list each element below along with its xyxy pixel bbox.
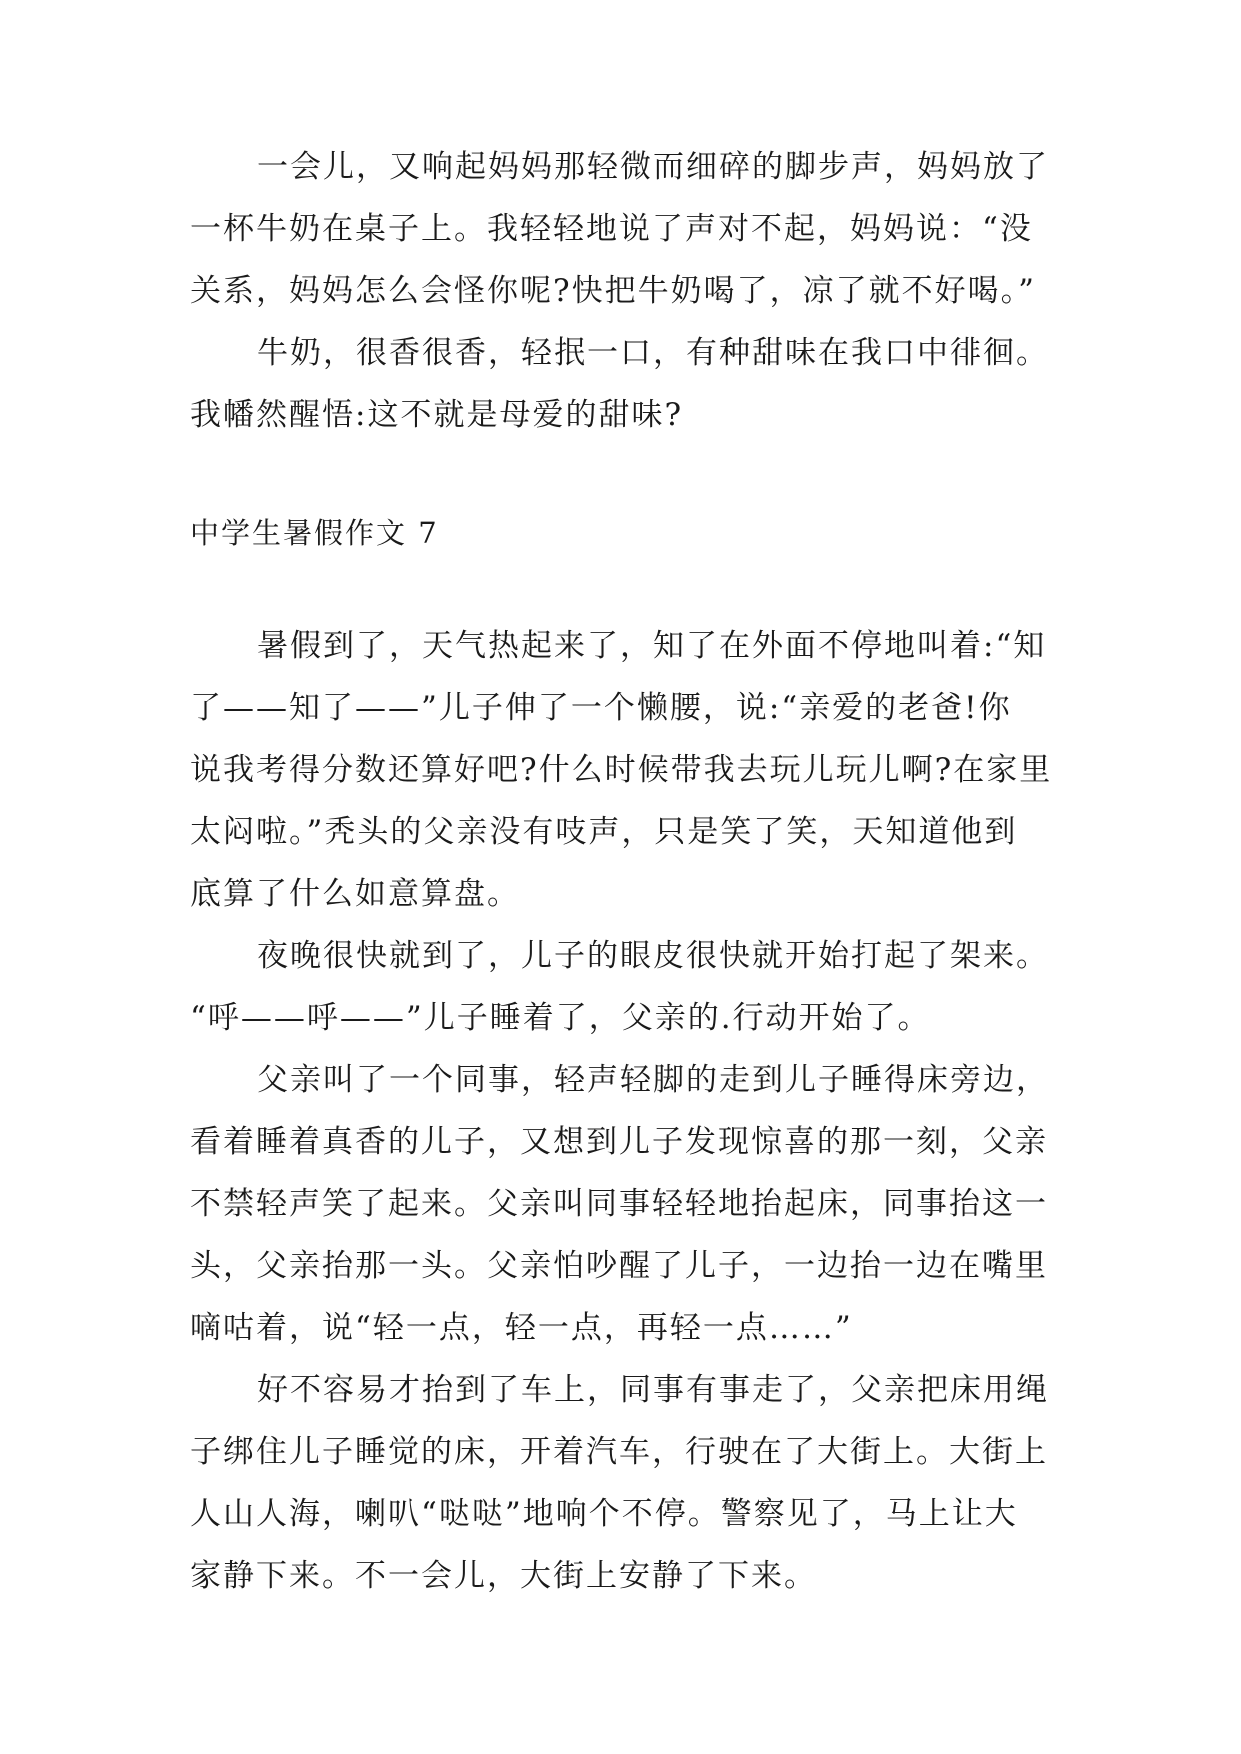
text-line: 人山人海，喇叭“哒哒”地响个不停。警察见了，马上让大	[190, 1496, 1018, 1532]
text-line: 太闷啦。”秃头的父亲没有吱声，只是笑了笑，天知道他到	[190, 814, 1018, 850]
text-line: 牛奶，很香很香，轻抿一口，有种甜味在我口中徘徊。	[257, 335, 1049, 371]
section-heading: 中学生暑假作文 7	[190, 516, 439, 550]
text-line: 一会儿，又响起妈妈那轻微而细碎的脚步声，妈妈放了	[257, 149, 1049, 185]
text-line: 一杯牛奶在桌子上。我轻轻地说了声对不起，妈妈说：“没	[190, 211, 1033, 247]
text-line: 暑假到了，天气热起来了，知了在外面不停地叫着:“知	[257, 628, 1047, 664]
text-line: 看着睡着真香的儿子，又想到儿子发现惊喜的那一刻，父亲	[190, 1124, 1048, 1160]
text-line: 说我考得分数还算好吧?什么时候带我去玩儿玩儿啊?在家里	[190, 752, 1053, 788]
text-line: 家静下来。不一会儿，大街上安静了下来。	[190, 1558, 817, 1594]
text-line: 夜晚很快就到了，儿子的眼皮很快就开始打起了架来。	[257, 938, 1049, 974]
text-line: 嘀咕着，说“轻一点，轻一点，再轻一点……”	[190, 1310, 853, 1346]
text-line: 好不容易才抬到了车上，同事有事走了，父亲把床用绳	[257, 1372, 1049, 1408]
text-line: 关系，妈妈怎么会怪你呢?快把牛奶喝了，凉了就不好喝。”	[190, 273, 1036, 309]
text-line: 了——知了——”儿子伸了一个懒腰，说:“亲爱的老爸!你	[190, 690, 1012, 726]
text-line: 我幡然醒悟:这不就是母爱的甜味?	[190, 397, 684, 433]
text-line: 父亲叫了一个同事，轻声轻脚的走到儿子睡得床旁边，	[257, 1062, 1049, 1098]
text-line: 底算了什么如意算盘。	[190, 876, 520, 912]
text-line: 头，父亲抬那一头。父亲怕吵醒了儿子，一边抬一边在嘴里	[190, 1248, 1048, 1284]
text-line: “呼——呼——”儿子睡着了，父亲的.行动开始了。	[190, 1000, 931, 1036]
text-line: 子绑住儿子睡觉的床，开着汽车，行驶在了大街上。大街上	[190, 1434, 1048, 1470]
text-line: 不禁轻声笑了起来。父亲叫同事轻轻地抬起床，同事抬这一	[190, 1186, 1048, 1222]
